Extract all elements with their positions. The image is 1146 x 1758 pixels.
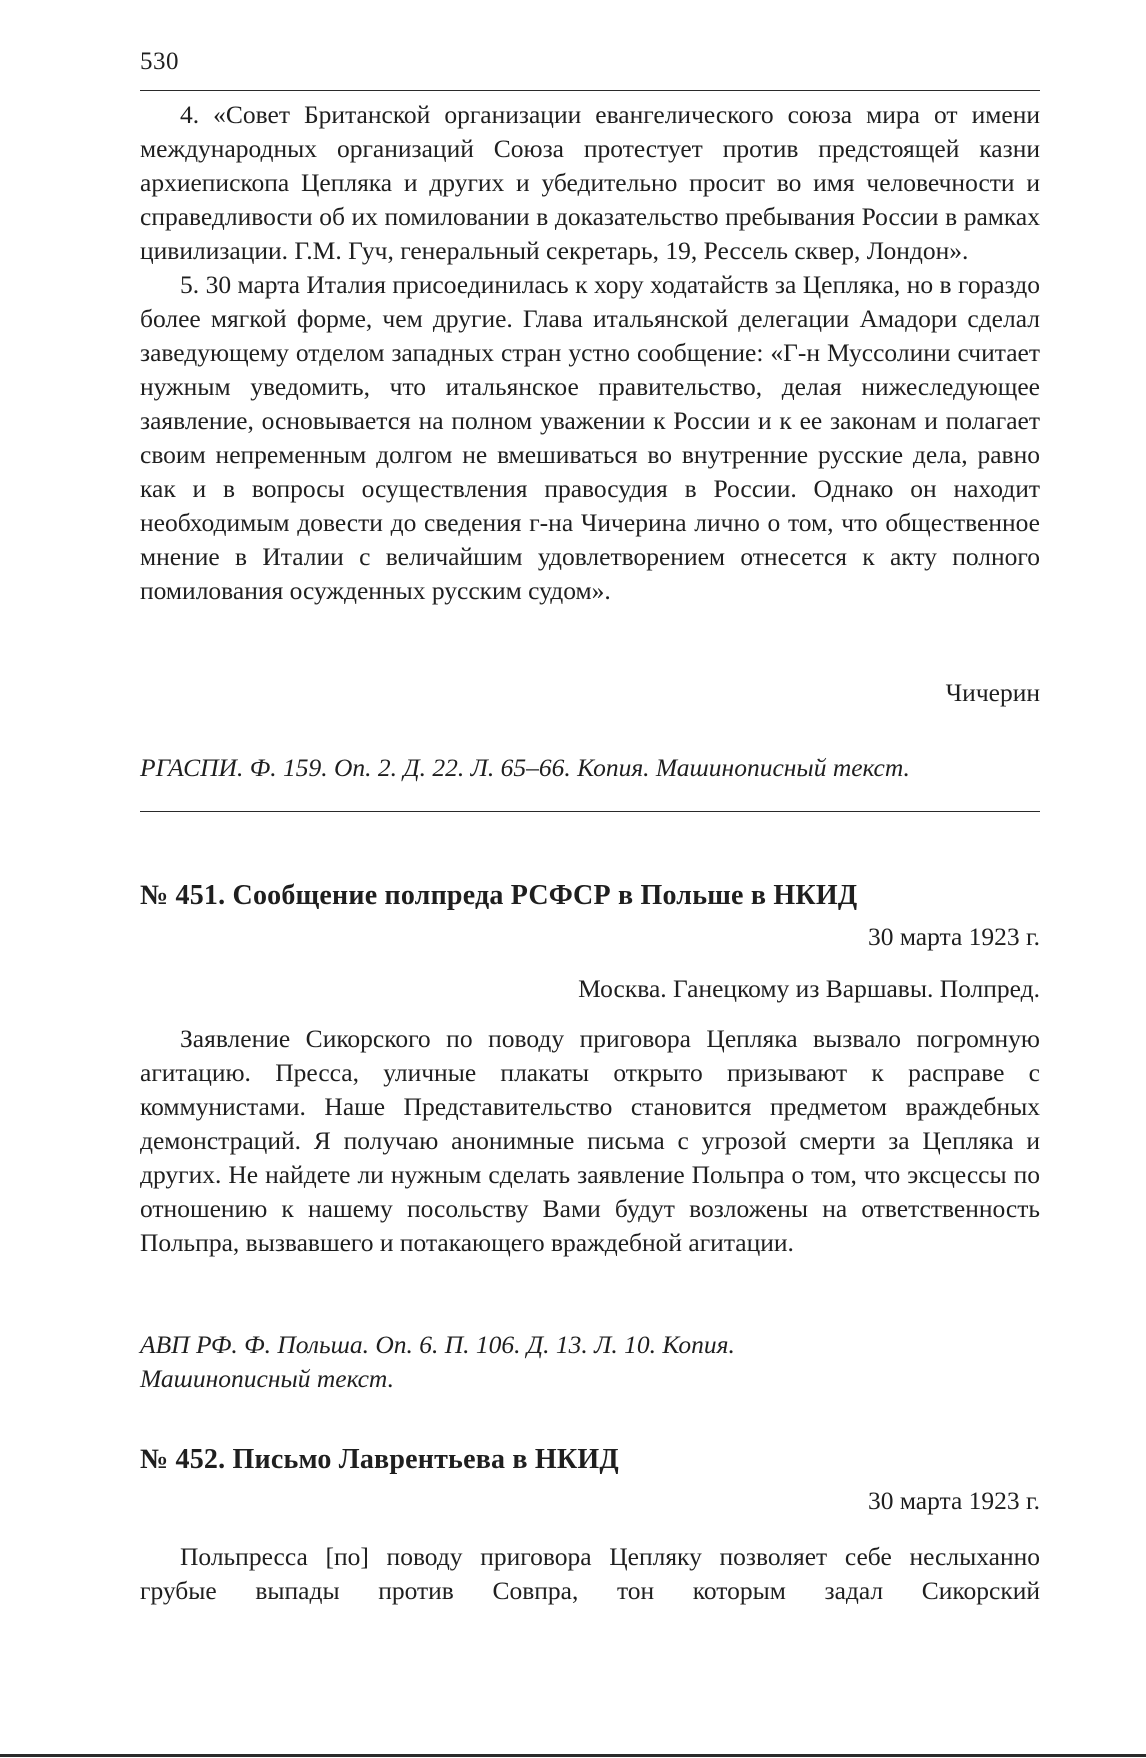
doc-451-date: 30 марта 1923 г.: [867, 922, 1040, 951]
doc-452-body: [140, 1540, 1040, 1608]
doc-451-address: Москва. Ганецкому из Варшавы. Полпред.: [578, 974, 1040, 1003]
archive-source-1: РГАСПИ. Ф. 159. Оп. 2. Д. 22. Л. 65–66. Копия. Машинописный текст.: [140, 753, 910, 782]
page-bottom-edge: [0, 1754, 1146, 1757]
paragraph-5: 5. 30 марта Италия присоединилась к хору ходатайств за Цепляка, но в гораздо более мягкой форме, чем другие. Глава итальянской делегации Амадори сделал заведующему отделом западных стран устно сообщение: «Г-н Муссолини считает нужным уведомить, что итальянское правительство, делая нижеследующее заявление, основывается на полном уважении к России и к ее законам и полагает своим непременным долгом не вмешиваться во внутренние русские дела, равно как и в вопросы осуществления правосудия в России. Однако он находит необходимым довести до сведения г-на Чичерина лично о том, что общественное мнение в Италии с величайшим удовлетворением отнесется к акту полного помилования осужденных русским судом».: [140, 270, 1040, 605]
doc-452-text: Польпресса [по] поводу приговора Цепляку позволяет себе неслыханно грубые выпады против Совпра, тон которым задал Сикорский: [140, 1542, 1040, 1605]
header-rule: [140, 90, 1040, 91]
section-divider: [140, 811, 1040, 812]
signature: Чичерин: [945, 678, 1040, 707]
page-number: 530: [140, 48, 179, 75]
archive-source-2: [140, 1328, 1040, 1396]
archive-source-2-line1: АВП РФ. Ф. Польша. Оп. 6. П. 106. Д. 13. Л. 10. Копия.: [140, 1330, 735, 1359]
archive-source-2-line2: Машинописный текст.: [140, 1364, 395, 1393]
doc-452-title: № 452. Письмо Лаврентьева в НКИД: [140, 1444, 619, 1475]
doc-451-title: № 451. Сообщение полпреда РСФСР в Польше в НКИД: [140, 880, 858, 911]
doc-451-body: [140, 1022, 1040, 1260]
doc-452-date: 30 марта 1923 г.: [867, 1486, 1040, 1515]
paragraph-4: 4. «Совет Британской организации евангелического союза мира от имени международных организаций Союза протестует против предстоящей казни архиепископа Цепляка и других и убедительно просит во имя человечности и справедливости об их помиловании в доказательство пребывания России в рамках цивилизации. Г.М. Гуч, генеральный секретарь, 19, Рессель сквер, Лондон».: [140, 100, 1040, 265]
section1-body: [140, 98, 1040, 608]
doc-451-text: Заявление Сикорского по поводу приговора Цепляка вызвало погромную агитацию. Пресса, уличные плакаты открыто призывают к расправе с коммунистами. Наше Представительство становится предметом враждебных демонстраций. Я получаю анонимные письма с угрозой смерти за Цепляка и других. Не найдете ли нужным сделать заявление Польпра о том, что эксцессы по отношению к нашему посольству Вами будут возложены на ответственность Польпра, вызвавшего и потакающего враждебной агитации.: [140, 1024, 1040, 1257]
